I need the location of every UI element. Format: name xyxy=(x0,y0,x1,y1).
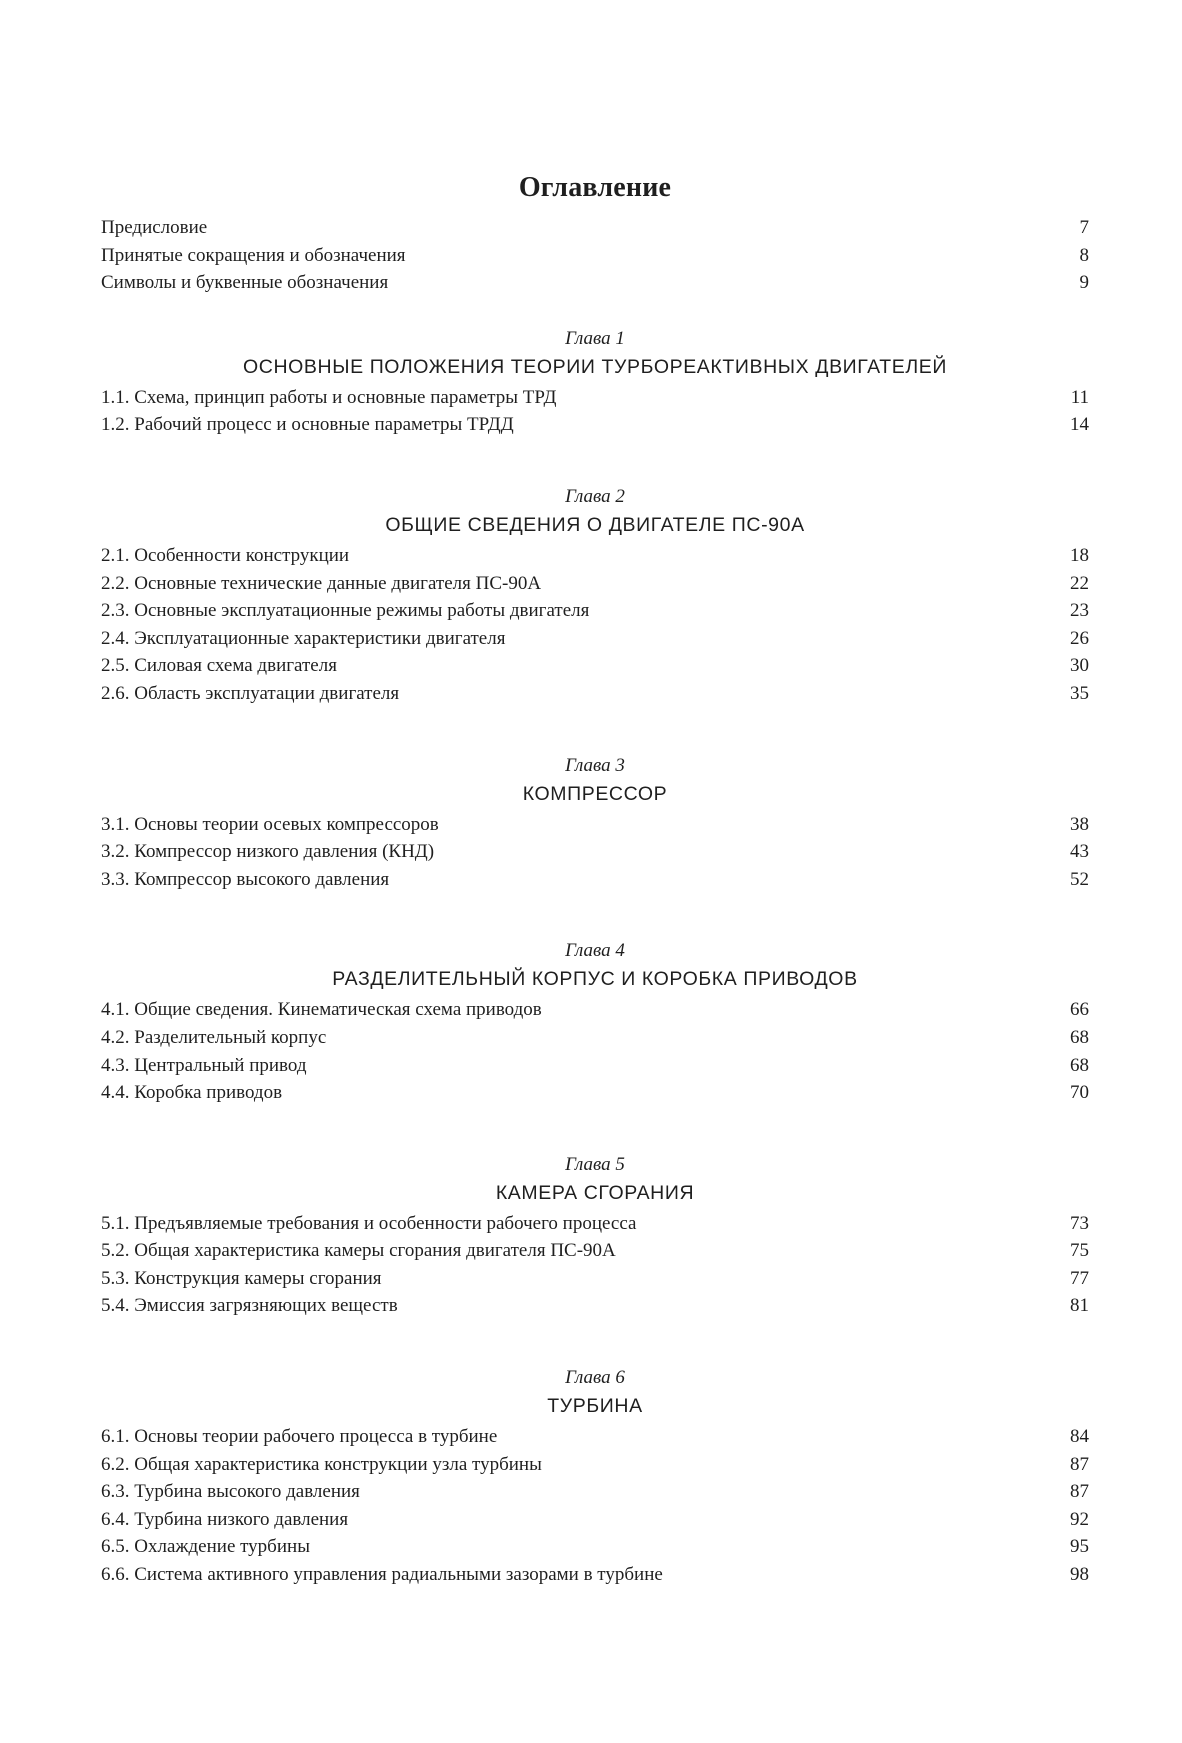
toc-entry-label: 5.1. Предъявляемые требования и особенности рабочего процесса xyxy=(101,1212,637,1234)
toc-entry-label: 6.5. Охлаждение турбины xyxy=(101,1536,310,1558)
toc-entry-label: Предисловие xyxy=(101,217,208,238)
toc-entry[interactable] xyxy=(101,1478,1089,1506)
toc-entry-page: 11 xyxy=(1070,386,1089,408)
toc-entry[interactable] xyxy=(101,242,1089,270)
chapter-title: КОМПРЕССОР xyxy=(522,782,668,805)
chapter-label: Глава 4 xyxy=(565,940,625,962)
toc-entry-page: 43 xyxy=(1070,841,1089,863)
toc-entry-page: 7 xyxy=(1079,217,1089,238)
toc-entry-page: 68 xyxy=(1070,1026,1089,1048)
toc-entry-page: 22 xyxy=(1070,572,1089,594)
table-of-contents xyxy=(101,168,1089,1589)
toc-entry-label: 1.2. Рабочий процесс и основные параметры ТРДД xyxy=(101,414,514,436)
toc-entry-page: 38 xyxy=(1070,813,1089,835)
toc-entry-label: 2.6. Область эксплуатации двигателя xyxy=(101,682,400,704)
toc-entry[interactable] xyxy=(101,838,1089,866)
toc-entry[interactable] xyxy=(101,625,1089,653)
toc-entry-page: 8 xyxy=(1079,244,1089,266)
chapter-label: Глава 6 xyxy=(565,1367,625,1389)
toc-entry-page: 77 xyxy=(1070,1267,1089,1289)
toc-entry-page: 73 xyxy=(1070,1212,1089,1234)
toc-entry-page: 98 xyxy=(1070,1564,1089,1586)
toc-entry-page: 87 xyxy=(1070,1481,1089,1503)
page-title: Оглавление xyxy=(518,172,672,203)
toc-entry-page: 52 xyxy=(1070,868,1089,890)
chapter-1 xyxy=(101,325,1089,439)
toc-entry-label: 5.4. Эмиссия загрязняющих веществ xyxy=(101,1295,398,1317)
toc-entry-label: 2.3. Основные эксплуатационные режимы работы двигателя xyxy=(101,600,590,622)
toc-entry-label: 2.2. Основные технические данные двигателя ПС-90А xyxy=(101,572,542,594)
chapter-label: Глава 5 xyxy=(565,1153,625,1175)
toc-entry-page: 92 xyxy=(1070,1508,1089,1530)
toc-entry-label: 3.1. Основы теории осевых компрессоров xyxy=(101,813,439,835)
toc-entry[interactable] xyxy=(101,1079,1089,1107)
toc-entry-page: 95 xyxy=(1070,1536,1089,1558)
toc-entry-label: 5.3. Конструкция камеры сгорания xyxy=(101,1267,382,1289)
toc-entry-label: 5.2. Общая характеристика камеры сгорания двигателя ПС-90А xyxy=(101,1240,616,1262)
toc-entry[interactable] xyxy=(101,652,1089,680)
chapter-2 xyxy=(101,483,1089,708)
chapter-title: ОСНОВНЫЕ ПОЛОЖЕНИЯ ТЕОРИИ ТУРБОРЕАКТИВНЫХ ДВИГАТЕЛЕЙ xyxy=(243,355,947,378)
toc-entry-label: 6.6. Система активного управления радиальными зазорами в турбине xyxy=(101,1564,663,1586)
toc-entry-page: 87 xyxy=(1070,1453,1089,1475)
chapter-3 xyxy=(101,752,1089,894)
toc-entry-page: 75 xyxy=(1070,1240,1089,1262)
toc-entry-page: 81 xyxy=(1070,1295,1089,1317)
toc-entry-page: 30 xyxy=(1070,655,1089,677)
toc-entry[interactable] xyxy=(101,269,1089,297)
toc-entry[interactable] xyxy=(101,996,1089,1024)
toc-entry-label: 1.1. Схема, принцип работы и основные параметры ТРД xyxy=(101,386,557,408)
toc-entry-page: 66 xyxy=(1070,999,1089,1021)
toc-entry[interactable] xyxy=(101,1237,1089,1265)
toc-entry-label: 6.2. Общая характеристика конструкции узла турбины xyxy=(101,1453,542,1475)
toc-entry-page: 23 xyxy=(1070,600,1089,622)
toc-entry-label: 4.1. Общие сведения. Кинематическая схема приводов xyxy=(101,999,542,1021)
toc-entry-label: 4.4. Коробка приводов xyxy=(101,1082,283,1104)
toc-entry-label: 2.5. Силовая схема двигателя xyxy=(101,655,337,677)
chapter-title: КАМЕРА СГОРАНИЯ xyxy=(495,1181,695,1204)
toc-entry-page: 18 xyxy=(1070,544,1089,566)
toc-entry-page: 70 xyxy=(1070,1082,1089,1104)
toc-entry[interactable] xyxy=(101,680,1089,708)
toc-entry-label: Символы и буквенные обозначения xyxy=(101,272,389,294)
toc-entry-page: 68 xyxy=(1070,1054,1089,1076)
toc-entry-label: 6.4. Турбина низкого давления xyxy=(101,1508,349,1530)
toc-entry[interactable] xyxy=(101,1052,1089,1080)
chapter-5 xyxy=(101,1151,1089,1320)
toc-entry[interactable] xyxy=(101,597,1089,625)
toc-entry-label: 2.4. Эксплуатационные характеристики двигателя xyxy=(101,627,506,649)
chapter-title: ТУРБИНА xyxy=(547,1395,643,1418)
toc-entry[interactable] xyxy=(101,1423,1089,1451)
toc-entry[interactable] xyxy=(101,1506,1089,1534)
toc-entry-page: 84 xyxy=(1070,1426,1089,1448)
toc-entry-label: 3.3. Компрессор высокого давления xyxy=(101,868,390,890)
toc-entry[interactable] xyxy=(101,866,1089,894)
toc-entry-label: Принятые сокращения и обозначения xyxy=(101,244,406,266)
toc-entry-label: 2.1. Особенности конструкции xyxy=(101,544,350,566)
toc-entry-label: 4.3. Центральный привод xyxy=(101,1054,307,1076)
toc-entry[interactable] xyxy=(101,411,1089,439)
chapter-label: Глава 2 xyxy=(565,485,625,507)
toc-entry[interactable] xyxy=(101,1265,1089,1293)
toc-entry-label: 6.1. Основы теории рабочего процесса в турбине xyxy=(101,1426,498,1448)
toc-entry-label: 6.3. Турбина высокого давления xyxy=(101,1481,360,1503)
toc-entry-page: 35 xyxy=(1070,682,1089,704)
toc-entry-page: 26 xyxy=(1070,627,1089,649)
toc-entry-page: 14 xyxy=(1070,414,1089,436)
toc-entry-label: 3.2. Компрессор низкого давления (КНД) xyxy=(101,841,435,863)
toc-entry[interactable] xyxy=(101,1024,1089,1052)
toc-entry[interactable] xyxy=(101,570,1089,598)
chapter-4 xyxy=(101,937,1089,1106)
toc-entry[interactable] xyxy=(101,1210,1089,1238)
toc-entry[interactable] xyxy=(101,214,1089,242)
chapter-6 xyxy=(101,1364,1089,1589)
chapter-title: РАЗДЕЛИТЕЛЬНЫЙ КОРПУС И КОРОБКА ПРИВОДОВ xyxy=(332,968,858,991)
chapter-label: Глава 1 xyxy=(565,327,625,349)
toc-entry-label: 4.2. Разделительный корпус xyxy=(101,1026,327,1048)
toc-entry-page: 9 xyxy=(1079,272,1089,294)
toc-entry[interactable] xyxy=(101,1533,1089,1561)
toc-entry[interactable] xyxy=(101,1292,1089,1320)
toc-entry[interactable] xyxy=(101,1561,1089,1589)
chapter-title: ОБЩИЕ СВЕДЕНИЯ О ДВИГАТЕЛЕ ПС-90А xyxy=(385,513,805,536)
toc-entry[interactable] xyxy=(101,811,1089,839)
toc-entry[interactable] xyxy=(101,384,1089,412)
chapter-label: Глава 3 xyxy=(565,754,625,776)
toc-entry[interactable] xyxy=(101,542,1089,570)
toc-entry[interactable] xyxy=(101,1451,1089,1479)
front-matter xyxy=(101,214,1089,297)
